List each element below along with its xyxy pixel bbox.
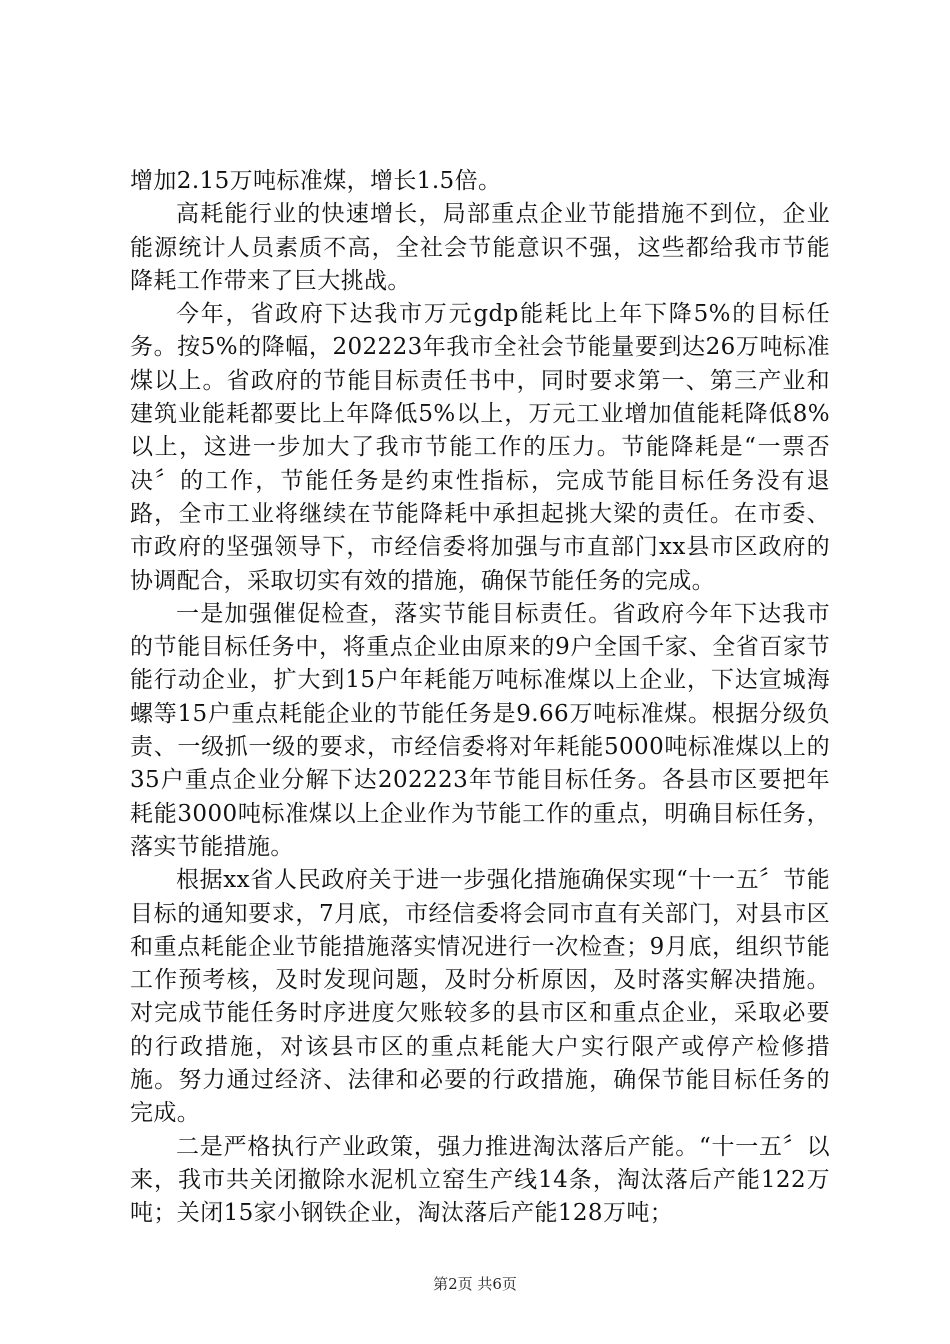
- paragraph-measure-one: 一是加强催促检查，落实节能目标责任。省政府今年下达我市的节能目标任务中，将重点企业由原来的9户全国千家、全省百家节能行动企业，扩大到15户年耗能万吨标准煤以上企业，下达宣城海螺等15户重点耗能企业的节能任务是9.66万吨标准煤。根据分级负责、一级抓一级的要求，市经信委将对年耗能5000吨标准煤以上的35户重点企业分解下达202223年节能目标任务。各县市区要把年耗能3000吨标准煤以上企业作为节能工作的重点，明确目标任务，落实节能措施。: [130, 600, 830, 860]
- paragraph-measure-two: 二是严格执行产业政策，强力推进淘汰落后产能。“十一五〞以来，我市共关闭撤除水泥机立窑生产线14条，淘汰落后产能122万吨；关闭15家小钢铁企业，淘汰落后产能128万吨；: [130, 1133, 830, 1227]
- paragraph-inspection: 根据xx省人民政府关于进一步强化措施确保实现“十一五〞节能目标的通知要求，7月底，市经信委将会同市直有关部门，对县市区和重点耗能企业节能措施落实情况进行一次检查；9月底，组织节能工作预考核，及时发现问题，及时分析原因，及时落实解决措施。对完成节能任务时序进度欠账较多的县市区和重点企业，采取必要的行政措施，对该县市区的重点耗能大户实行限产或停产检修措施。努力通过经济、法律和必要的行政措施，确保节能目标任务的完成。: [130, 867, 830, 1127]
- page-number-footer: 第2页 共6页: [433, 1275, 517, 1293]
- paragraph-continuation: 增加2.15万吨标准煤，增长1.5倍。: [130, 168, 502, 194]
- paragraph-targets: 今年，省政府下达我市万元gdp能耗比上年下降5%的目标任务。按5%的降幅，202223年我市全社会节能量要到达26万吨标准煤以上。省政府的节能目标责任书中，同时要求第一、第三产业和建筑业能耗都要比上年降低5%以上，万元工业增加值能耗降低8%以上，这进一步加大了我市节能工作的压力。节能降耗是“一票否决〞的工作，节能任务是约束性指标，完成节能目标任务没有退路，全市工业将继续在节能降耗中承担起挑大梁的责任。在市委、市政府的坚强领导下，市经信委将加强与市直部门xx县市区政府的协调配合，采取切实有效的措施，确保节能任务的完成。: [130, 301, 830, 594]
- document-body: [130, 165, 830, 1231]
- paragraph-challenges: 高耗能行业的快速增长，局部重点企业节能措施不到位，企业能源统计人员素质不高，全社会节能意识不强，这些都给我市节能降耗工作带来了巨大挑战。: [130, 201, 830, 294]
